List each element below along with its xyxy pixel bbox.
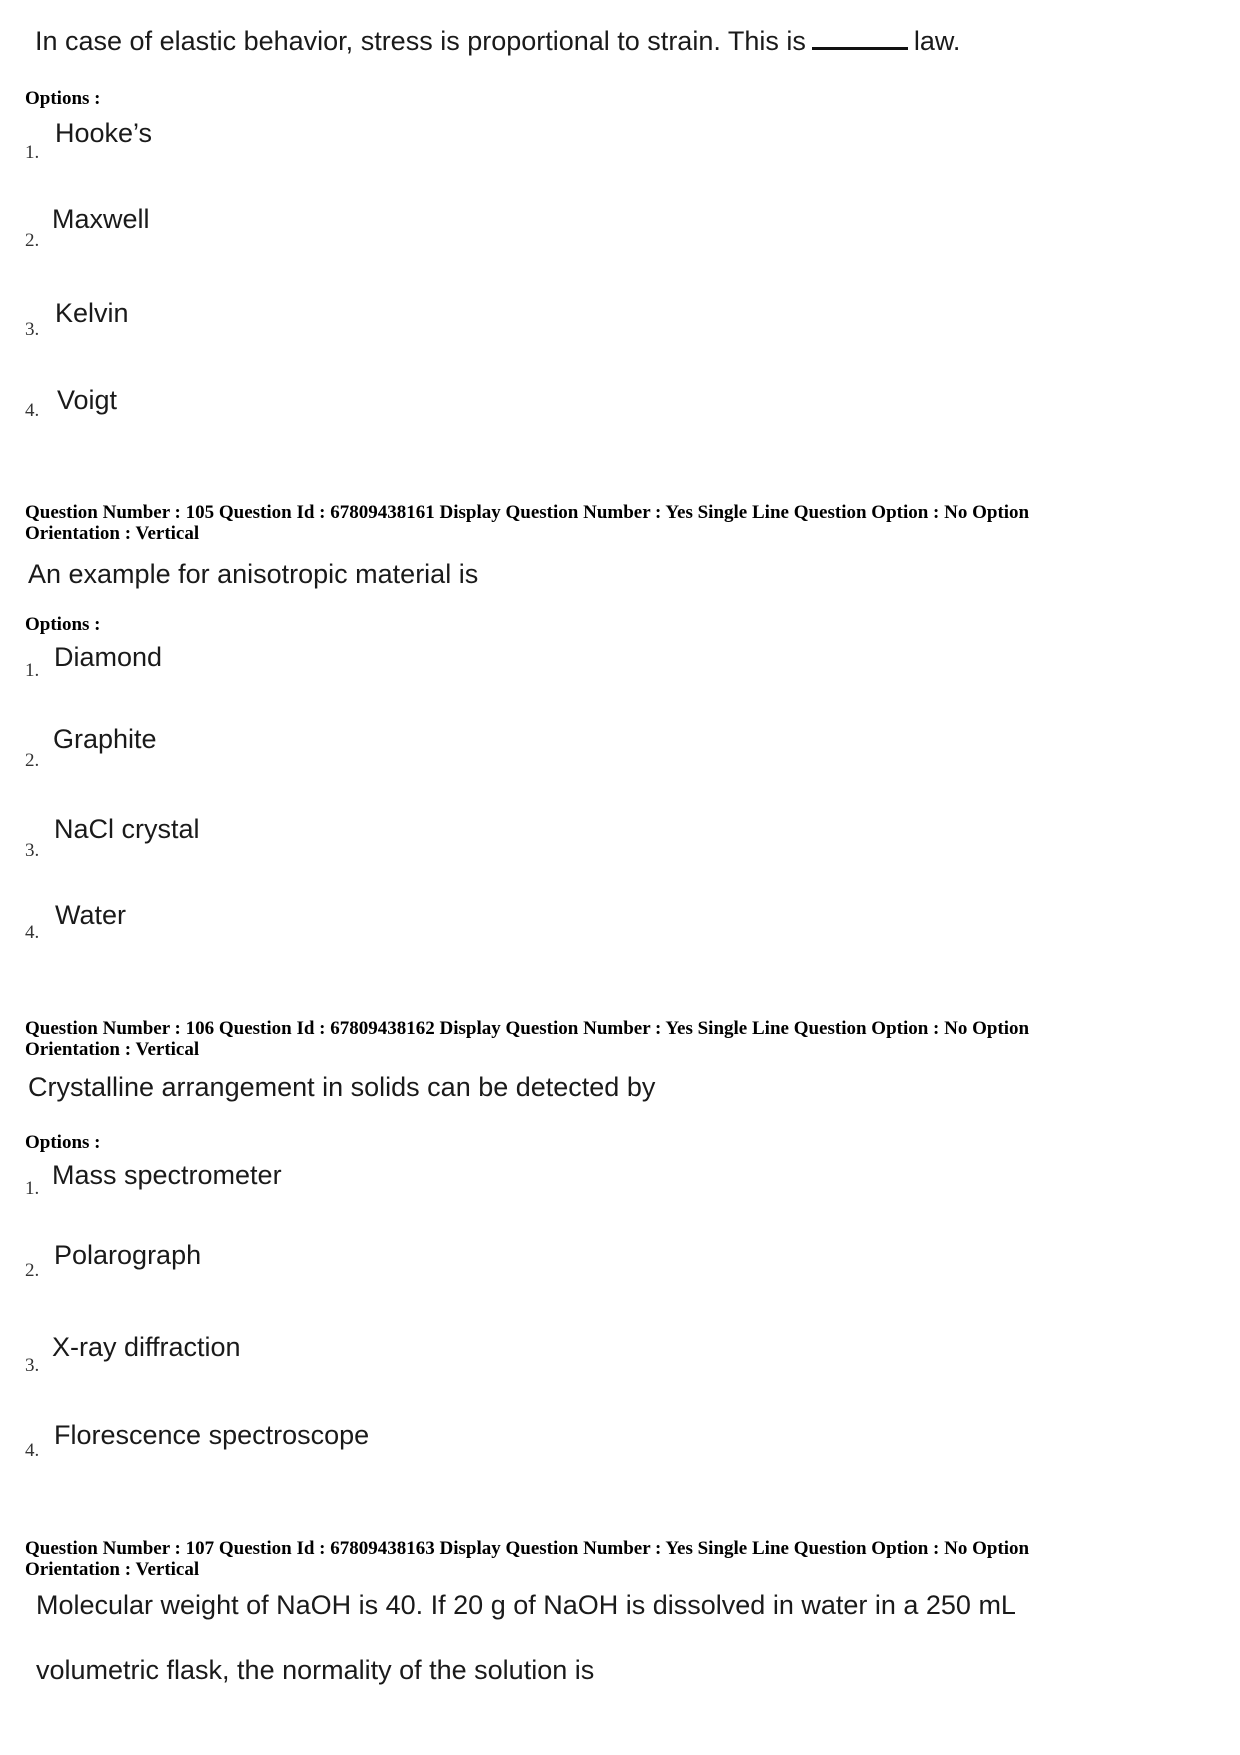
q104-text-after: law.	[913, 26, 961, 56]
q105-option-2-number: 2.	[25, 750, 40, 771]
q104-option-2[interactable]: Maxwell	[52, 204, 150, 234]
q105-question-text: An example for anisotropic material is	[28, 559, 479, 589]
q104-option-4-number: 4.	[25, 400, 40, 421]
q107-question-text-line1: Molecular weight of NaOH is 40. If 20 g of NaOH is dissolved in water in a 250 mL	[36, 1590, 1016, 1620]
q106-option-2[interactable]: Polarograph	[54, 1240, 202, 1270]
q104-option-1-number: 1.	[25, 142, 40, 163]
q107-question-text-line2: volumetric flask, the normality of the solution is	[36, 1655, 595, 1685]
q106-meta-line1: Question Number : 106 Question Id : 67809438162 Display Question Number : Yes Single Line Question Option : No Option	[25, 1018, 1030, 1039]
q106-question-text: Crystalline arrangement in solids can be detected by	[28, 1072, 656, 1102]
q106-meta-line2: Orientation : Vertical	[25, 1039, 200, 1060]
q107-meta-line1: Question Number : 107 Question Id : 67809438163 Display Question Number : Yes Single Line Question Option : No Option	[25, 1538, 1030, 1559]
q105-options-label: Options :	[25, 614, 101, 635]
q104-option-3[interactable]: Kelvin	[55, 298, 129, 328]
q105-meta-line1: Question Number : 105 Question Id : 67809438161 Display Question Number : Yes Single Line Question Option : No Option	[25, 502, 1030, 523]
q105-option-1[interactable]: Diamond	[54, 642, 163, 672]
q107-meta	[25, 1538, 1029, 1580]
q106-option-1[interactable]: Mass spectrometer	[52, 1160, 282, 1190]
answer-blank	[812, 29, 908, 50]
q106-option-3[interactable]: X-ray diffraction	[52, 1332, 241, 1362]
q106-option-3-number: 3.	[25, 1355, 40, 1376]
q106-option-2-number: 2.	[25, 1260, 40, 1281]
q106-options-label: Options :	[25, 1132, 101, 1153]
q106-option-1-number: 1.	[25, 1178, 40, 1199]
q106-option-4[interactable]: Florescence spectroscope	[54, 1420, 370, 1450]
q105-option-1-number: 1.	[25, 660, 40, 681]
q104-option-1[interactable]: Hooke’s	[55, 118, 153, 148]
q104-question-text	[35, 26, 960, 57]
q104-option-2-number: 2.	[25, 230, 40, 251]
q105-option-3[interactable]: NaCl crystal	[54, 814, 200, 844]
q106-option-4-number: 4.	[25, 1440, 40, 1461]
q104-option-3-number: 3.	[25, 319, 40, 340]
q104-options-label: Options :	[25, 88, 101, 109]
q105-option-4-number: 4.	[25, 922, 40, 943]
q105-meta	[25, 502, 1029, 544]
q105-option-3-number: 3.	[25, 840, 40, 861]
q105-option-4[interactable]: Water	[55, 900, 127, 930]
q107-meta-line2: Orientation : Vertical	[25, 1559, 200, 1580]
q105-meta-line2: Orientation : Vertical	[25, 523, 200, 544]
q105-option-2[interactable]: Graphite	[53, 724, 157, 754]
q104-text-before: In case of elastic behavior, stress is proportional to strain. This is	[35, 26, 806, 56]
q104-option-4[interactable]: Voigt	[57, 385, 118, 415]
q106-meta	[25, 1018, 1029, 1060]
